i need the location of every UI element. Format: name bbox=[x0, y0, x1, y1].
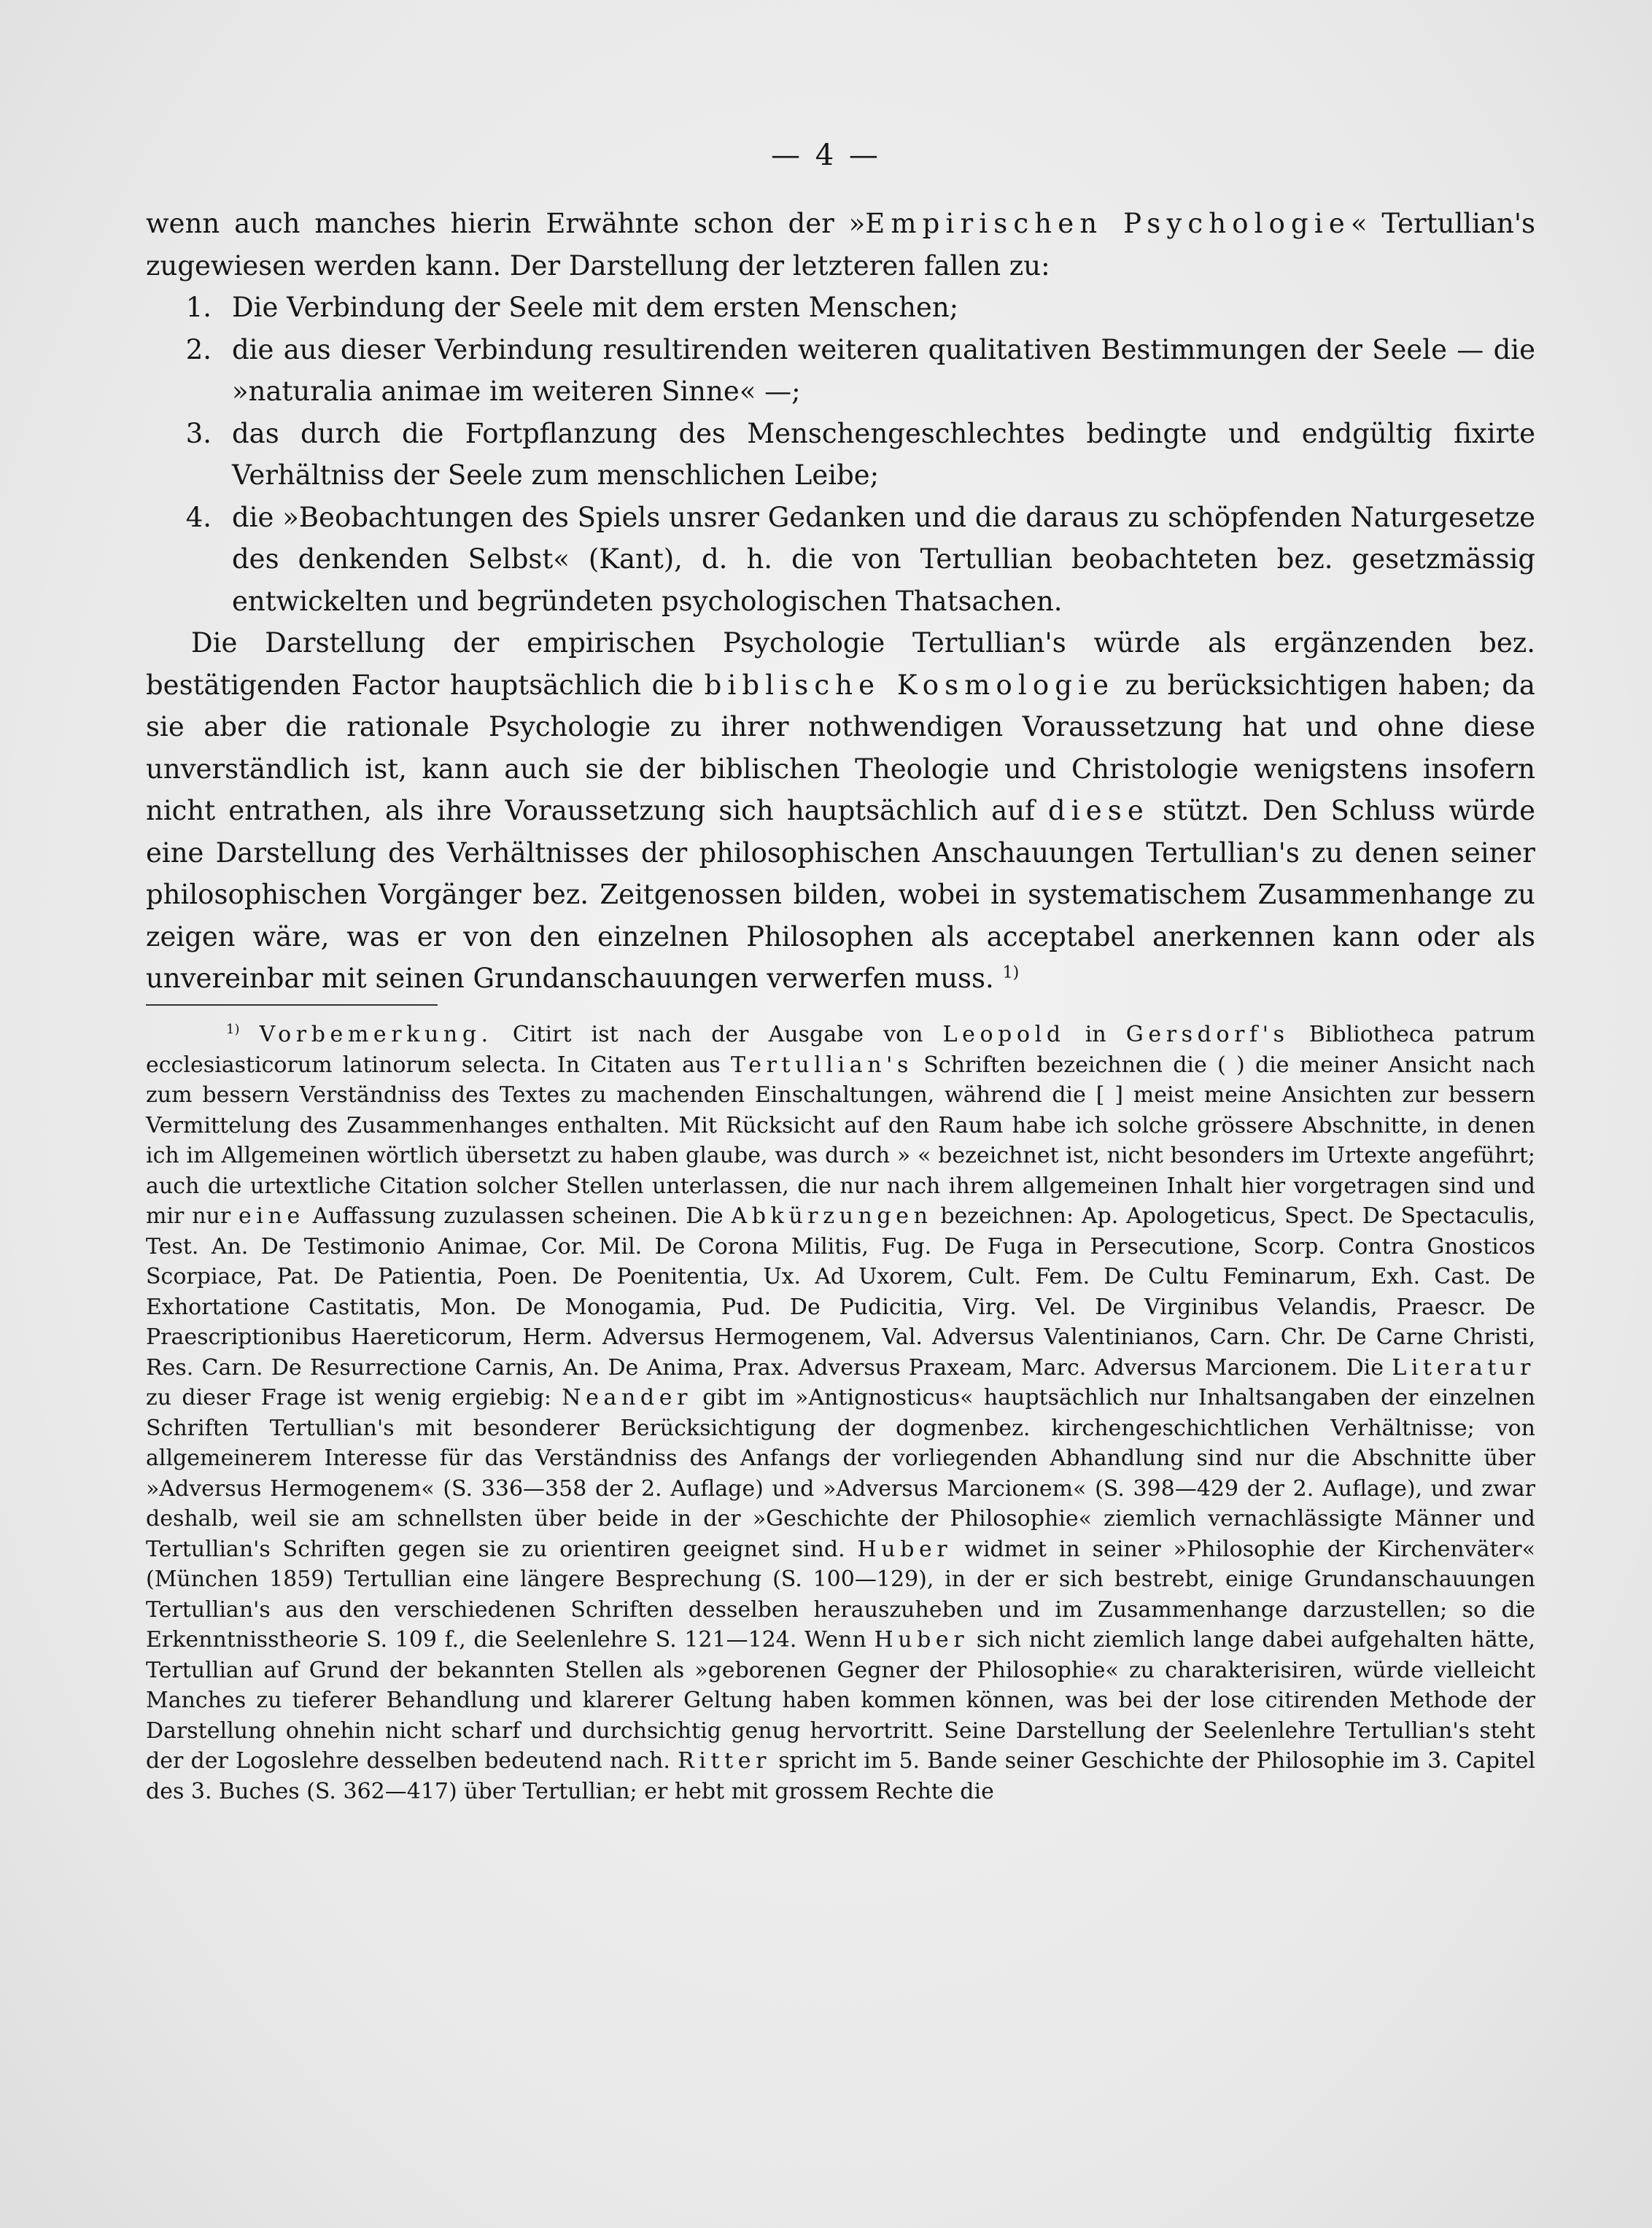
emphasis-biblische-kosmologie: biblische Kosmologie bbox=[704, 669, 1115, 701]
list-text: die aus dieser Verbindung resultirenden weiteren qualitativen Bestimmungen der Seele — die »naturalia animae im weiteren Sinne« —; bbox=[232, 333, 1535, 407]
list-item bbox=[146, 497, 1535, 623]
main-paragraph: Die Darstellung der empirischen Psychologie Tertullian's würde als ergänzenden bez. bestätigenden Factor hauptsächlich die biblische Kosmologie zu berücksichtigen haben; da sie aber die rationale Psychologie zu ihrer nothwendigen Voraussetzung hat und ohne diese unverständlich ist, kann auch sie der biblischen Theologie und Christologie wenigstens insofern nicht entrathen, als ihre Voraussetzung sich hauptsächlich auf diese stützt. Den Schluss würde eine Darstellung des Verhältnisses der philosophischen Anschauungen Tertullian's zu denen seiner philosophischen Vorgänger bez. Zeitgenossen bilden, wobei in systematischem Zusammenhange zu zeigen wäre, was er von den einzelnen Philosophen als acceptabel anerkennen kann oder als unvereinbar mit seinen Grundanschauungen verwerfen muss. $^{1)}$ bbox=[146, 627, 1535, 994]
list-number: 2. bbox=[185, 333, 212, 365]
list-item bbox=[146, 413, 1535, 497]
list-text: das durch die Fortpflanzung des Menschengeschlechtes bedingte und endgültig fixirte Verhältniss der Seele zum menschlichen Leibe; bbox=[232, 417, 1535, 491]
list-number: 4. bbox=[185, 501, 212, 533]
page-number: — 4 — bbox=[771, 139, 881, 172]
footnote-marker: 1) bbox=[226, 1022, 240, 1037]
footnote bbox=[146, 1020, 1535, 1806]
list-number: 1. bbox=[185, 292, 212, 323]
emphasis-diese: diese bbox=[1047, 795, 1149, 826]
list-text: die »Beobachtungen des Spiels unsrer Gedanken und die daraus zu schöpfenden Naturgesetze des denkenden Selbst« (Kant), d. h. die von Tertullian beobachteten bez. gesetzmässig entwickelten und begründeten psychologischen Thatsachen. bbox=[232, 501, 1535, 617]
footnote-reference: 1) bbox=[1002, 963, 1020, 982]
enumerated-list bbox=[146, 287, 1535, 622]
emphasis-empirische-psychologie: Empirischen Psychologie bbox=[865, 208, 1351, 239]
list-item bbox=[146, 287, 1535, 329]
main-text bbox=[146, 203, 1535, 1000]
list-number: 3. bbox=[185, 417, 212, 449]
footnote-text: $^{1)}$ Vorbemerkung. Citirt ist nach der Ausgabe von Leopold in Gersdorf's Bibliotheca patrum ecclesiasticorum latinorum selecta. In Citaten aus Tertullian's Schriften bezeichnen die ( ) die meiner Ansicht nach zum bessern Verständniss des Textes zu machenden Einschaltungen, während die [ ] meist meine Ansichten zur bessern Vermittelung des Zusammenhanges enthalten. Mit Rücksicht auf den Raum habe ich solche grössere Abschnitte, in denen ich im Allgemeinen wörtlich übersetzt zu haben glaube, was durch » « bezeichnet ist, nicht besonders im Urtexte angeführt; auch die urtextliche Citation solcher Stellen unterlassen, die nur nach ihrem allgemeinen Inhalt hier vorgetragen sind und mir nur eine Auffassung zuzulassen scheinen. Die Abkürzungen bezeichnen: Ap. Apologeticus, Spect. De Spectaculis, Test. An. De Testimonio Animae, Cor. Mil. De Corona Militis, Fug. De Fuga in Persecutione, Scorp. Contra Gnosticos Scorpiace, Pat. De Patientia, Poen. De Poenitentia, Ux. Ad Uxorem, Cult. Fem. De Cultu Feminarum, Exh. Cast. De Exhortatione Castitatis, Mon. De Monogamia, Pud. De Pudicitia, Virg. Vel. De Virginibus Velandis, Praescr. De Praescriptionibus Haereticorum, Herm. Adversus Hermogenem, Val. Adversus Valentinianos, Carn. Chr. De Carne Christi, Res. Carn. De Resurrectione Carnis, An. De Anima, Prax. Adversus Praxeam, Marc. Adversus Marcionem. Die Literatur zu dieser Frage ist wenig ergiebig: Neander gibt im »Antignosticus« hauptsächlich nur Inhaltsangaben der einzelnen Schriften Tertullian's mit besonderer Berücksichtigung der dogmenbez. kirchengeschichtlichen Verhältnisse; von allgemeinerem Interesse für das Verständniss des Anfangs der vorliegenden Abhandlung sind nur die Abschnitte über »Adversus Hermogenem« (S. 336—358 der 2. Auflage) und »Adversus Marcionem« (S. 398—429 der 2. Auflage), und zwar deshalb, weil sie am schnellsten über beide in der »Geschichte der Philosophie« ziemlich vernachlässigte Männer und Tertullian's Schriften gegen sie zu orientiren geeignet sind. Huber widmet in seiner »Philosophie der Kirchenväter« (München 1859) Tertullian eine längere Besprechung (S. 100—129), in der er sich bestrebt, einige Grundanschauungen Tertullian's aus den verschiedenen Schriften desselben herauszuheben und im Zusammenhange darzustellen; so die Erkenntnisstheorie S. 109 f., die Seelenlehre S. 121—124. Wenn Huber sich nicht ziemlich lange dabei aufgehalten hätte, Tertullian auf Grund der bekannten Stellen als »geborenen Gegner der Philosophie« zu charakterisiren, würde vielleicht Manches zu tieferer Behandlung und klarerer Geltung haben kommen können, was bei der lose citirenden Methode der Darstellung ohnehin nicht scharf und durchsichtig genug hervortritt. Seine Darstellung der Seelenlehre Tertullian's steht der der Logoslehre desselben bedeutend nach. Ritter spricht im 5. Bande seiner Geschichte der Philosophie im 3. Capitel des 3. Buches (S. 362—417) über Tertullian; er hebt mit grossem Rechte die bbox=[146, 1022, 1535, 1804]
list-item bbox=[146, 329, 1535, 413]
footnote-heading: Vorbemerkung. bbox=[259, 1022, 493, 1047]
footnote-divider bbox=[146, 1004, 438, 1006]
list-text: Die Verbindung der Seele mit dem ersten Menschen; bbox=[232, 292, 959, 323]
intro-paragraph: wenn auch manches hierin Erwähnte schon der »Empirischen Psychologie« Tertullian's zugewiesen werden kann. Der Darstellung der letzteren fallen zu: bbox=[146, 208, 1535, 282]
